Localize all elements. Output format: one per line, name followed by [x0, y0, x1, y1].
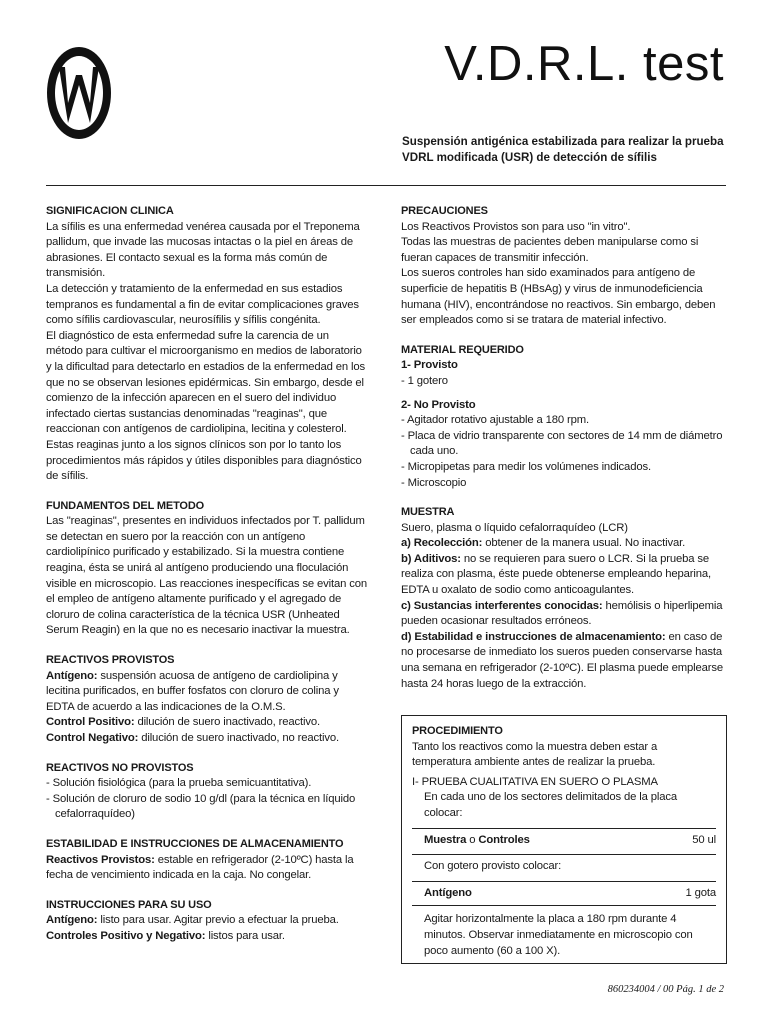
section-material — [401, 343, 727, 491]
paragraph — [401, 599, 727, 630]
section-heading: FUNDAMENTOS DEL METODO — [46, 499, 205, 512]
section-heading: SIGNIFICACION CLINICA — [46, 205, 174, 217]
row-value: 1 gota — [685, 886, 716, 899]
paragraph: Agitar horizontalmente la placa a 180 rpm durante 4 minutos. Observar inmediatamente en microscopio con poco aumento (60 a 100 X). — [424, 913, 693, 957]
term-label: Control Negativo: — [46, 732, 139, 744]
section-fundamentos — [46, 499, 368, 639]
table-row — [412, 854, 716, 875]
paragraph — [46, 715, 368, 731]
section-heading: PROCEDIMIENTO — [412, 725, 503, 737]
list-item: - Micropipetas para medir los volúmenes indicados. — [401, 460, 727, 476]
list-item: - Agitador rotativo ajustable a 180 rpm. — [401, 413, 727, 429]
term-text: estable en refrigerador (2-10ºC) hasta la fecha de vencimiento indicada en la caja. No congelar. — [46, 853, 354, 882]
list — [46, 776, 368, 823]
section-heading: ESTABILIDAD E INSTRUCCIONES DE ALMACENAMIENTO — [46, 837, 344, 850]
term-label: Controles Positivo y Negativo: — [46, 929, 206, 942]
table-row — [412, 881, 716, 907]
list-item: - 1 gotero — [401, 374, 727, 390]
row-label: Antígeno — [424, 886, 472, 899]
row-value: 50 ul — [692, 833, 716, 846]
term-text: no se requieren para suero o LCR. Si la prueba se realiza con plasma, éste puede obtenerse empleando heparina, EDTA u oxalato de sodio como anticoagulantes. — [401, 552, 712, 597]
paragraph — [46, 913, 368, 929]
term-label: Antígeno: — [46, 669, 98, 682]
list-item: - Solución de cloruro de sodio 10 g/dl (para la técnica en líquido cefalorraquídeo) — [46, 792, 368, 823]
document-subtitle: Suspensión antigénica estabilizada para realizar la prueba VDRL modificada (USR) de detección de sífilis — [402, 135, 724, 164]
subheading: I- PRUEBA CUALITATIVA EN SUERO O PLASMA — [412, 775, 658, 788]
paragraph — [46, 853, 368, 884]
row-label: Con gotero provisto colocar: — [424, 860, 562, 873]
section-heading: REACTIVOS NO PROVISTOS — [46, 761, 194, 774]
list-item: - Placa de vidrio transparente con sectores de 14 mm de diámetro cada uno. — [401, 429, 727, 460]
list-item: - Microscopio — [401, 476, 727, 492]
term-label: Antígeno: — [46, 914, 98, 927]
term-label: c) Sustancias interferentes conocidas: — [401, 599, 603, 612]
term-label: b) Aditivos: — [401, 552, 461, 565]
paragraph: Tanto los reactivos como la muestra deben estar a temperatura ambiente antes de realizar la prueba. — [412, 740, 658, 769]
list — [401, 413, 727, 491]
section-heading: MATERIAL REQUERIDO — [401, 343, 524, 356]
term-label: a) Recolección: — [401, 537, 483, 550]
row-label — [424, 833, 530, 849]
term-text: dilución de suero inactivado, no reactivo. — [138, 732, 340, 744]
subheading: 1- Provisto — [401, 359, 458, 372]
section-heading: MUESTRA — [401, 506, 455, 519]
table-row — [412, 828, 716, 849]
paragraph: Las "reaginas", presentes en individuos infectados por T. pallidum se detectan en suero por la reacción con un antígeno cardiolipínico purificado y estabilizado. Si la muestra contiene reagina, ésta se unirá al antígeno produciendo una floculación visible en microscopio. Las reacciones inespecíficas se evitan con el empleo de antígeno altamente purificado y el agregado de cloruro de colina característica de la técnica USR (Unheated Serum Reagin) en la que no es necesario inactivar la muestra. — [46, 515, 368, 637]
section-estabilidad — [46, 837, 368, 884]
wiener-logo-icon — [46, 45, 112, 141]
section-heading: PRECAUCIONES — [401, 205, 488, 217]
term-label: Control Positivo: — [46, 716, 135, 729]
section-muestra — [401, 505, 727, 692]
paragraph: Los sueros controles han sido examinados para antígeno de superficie de hepatitis B (HBsAg) y virus de inmunodeficiencia humana (HIV), encontrándose no reactivos. Sin embargo, deben ser empleados como si se tratara de material infectivo. — [401, 267, 716, 327]
subheading: 2- No Provisto — [401, 398, 476, 411]
term-text: suspensión acuosa de antígeno de cardiolipina y lecitina purificados, en buffer fosfatos con cloruro de colina y EDTA de acuerdo a las indicaciones de la O.M.S. — [46, 669, 339, 713]
paragraph — [401, 630, 727, 692]
section-precauciones — [401, 204, 727, 329]
document-title: V.D.R.L. test — [444, 37, 724, 91]
term-text: listos para usar. — [205, 929, 285, 942]
paragraph: Suero, plasma o líquido cefalorraquídeo (LCR) — [401, 521, 628, 534]
paragraph — [46, 669, 368, 716]
term-label: Reactivos Provistos: — [46, 853, 155, 866]
paragraph: La detección y tratamiento de la enfermedad en sus estadios tempranos es fundamental a fin de evitar complicaciones graves como sífilis cardiovascular, neurosífilis y sífilis congénita. — [46, 282, 359, 327]
section-heading: INSTRUCCIONES PARA SU USO — [46, 898, 212, 911]
term-text: hemólisis o hiperlipemia pueden ocasionar resultados erróneos. — [401, 599, 723, 628]
row-label-bold: Controles — [478, 833, 530, 846]
term-text: obtener de la manera usual. No inactivar. — [482, 537, 686, 550]
paragraph — [401, 536, 727, 552]
row-label-bold: Muestra — [424, 833, 467, 846]
right-column — [401, 204, 727, 706]
section-heading: REACTIVOS PROVISTOS — [46, 654, 175, 667]
list-item: - Solución fisiológica (para la prueba semicuantitativa). — [46, 776, 368, 792]
paragraph — [401, 552, 727, 599]
section-reactivos-no-provistos — [46, 761, 368, 823]
paragraph — [46, 731, 368, 747]
paragraph — [46, 929, 368, 945]
term-text: en caso de no procesarse de inmediato los sueros pueden conservarse hasta una semana en refrigerador (2-10ºC). El plasma puede emplearse hasta 24 horas luego de la extracción. — [401, 630, 723, 690]
section-reactivos-provistos — [46, 653, 368, 747]
header-divider — [46, 185, 726, 186]
term-text: listo para usar. Agitar previo a efectuar la prueba. — [97, 914, 339, 927]
paragraph: El diagnóstico de esta enfermedad sufre la carencia de un método para cultivar el microorganismo en medios de laboratorio y la dificultad para detectarlo en estadios de la enfermedad en los que no se observan lesiones epidérmicas. Sin embargo, desde el comienzo de la infección aparecen en el suero del individuo infectado ciertas sustancias denominadas "reaginas", que reaccionan con antígenos de cardiolipina, lecitina y colesterol. Estas reaginas junto a los signos clínicos son por lo tanto los procedimientos más rápidos y útiles disponibles para diagnóstico de sífilis. — [46, 329, 366, 483]
left-column — [46, 204, 368, 959]
section-instrucciones — [46, 898, 368, 945]
term-label: d) Estabilidad e instrucciones de almacenamiento: — [401, 630, 666, 643]
paragraph: En cada uno de los sectores delimitados de la placa colocar: — [424, 791, 677, 819]
paragraph: Todas las muestras de pacientes deben manipularse como si fueran capaces de transmitir infección. — [401, 236, 699, 264]
list — [401, 374, 727, 390]
row-label-text: o — [466, 833, 479, 846]
section-significacion — [46, 204, 368, 485]
paragraph: Los Reactivos Provistos son para uso "in vitro". — [401, 220, 631, 233]
page-footer: 860234004 / 00 Pág. 1 de 2 — [607, 984, 724, 995]
procedimiento-box — [401, 715, 727, 964]
term-text: dilución de suero inactivado, reactivo. — [134, 716, 320, 729]
paragraph: La sífilis es una enfermedad venérea causada por el Treponema pallidum, que invade las mucosas intactas o la piel en áreas de abrasiones. El contacto sexual es la forma más común de transmisión. — [46, 220, 360, 280]
